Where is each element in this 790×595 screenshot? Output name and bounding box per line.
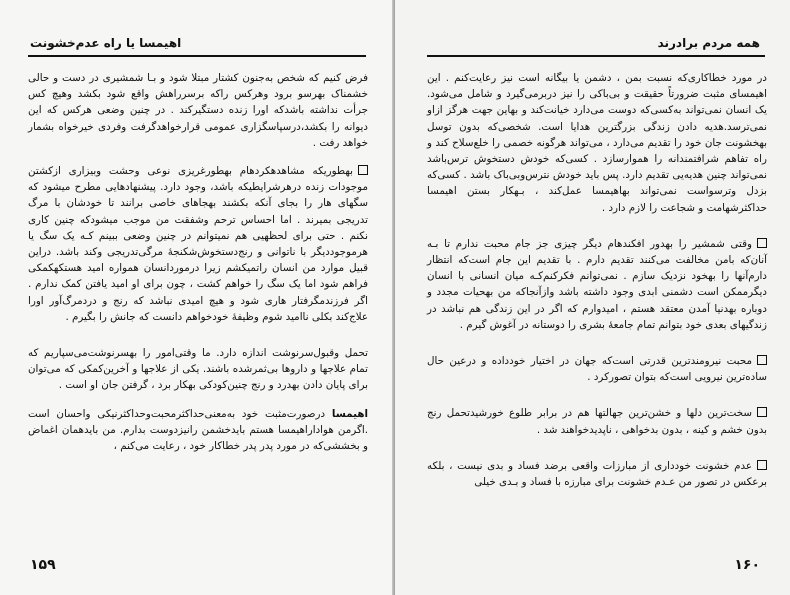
- paragraph-text: عدم خشونت خودداری از مبارزات واقعی برضد فساد و بدی نیست ، بلکه برعکس در تصور من عـدم خشونت برای مبارزه با فساد و بـدی خیلی: [427, 459, 767, 489]
- checkbox-bullet-icon: [757, 407, 767, 417]
- left-paragraph-2: [28, 163, 368, 325]
- paragraph-text: سخت‌ترین دلها و خشن‌ترین جهالتها هم در برابر طلوع خورشیدتحمل رنج بدون خشم و کینه ، بدون بدخواهی ، ناپدیدخواهند شد .: [427, 407, 767, 436]
- right-paragraph-4: [427, 405, 767, 437]
- right-page-body: [427, 70, 767, 502]
- left-paragraph-1: [28, 70, 368, 151]
- left-running-header: اهیمسا یا راه عدم‌خشونت: [30, 36, 182, 50]
- checkbox-bullet-icon: [757, 355, 767, 365]
- right-page: [395, 0, 790, 595]
- right-paragraph-3: [427, 353, 767, 385]
- checkbox-bullet-icon: [757, 460, 767, 470]
- right-paragraph-2: [427, 236, 767, 333]
- left-page-number: ۱۵۹: [30, 557, 56, 573]
- paragraph-text: درصورت‌مثبت خود به‌معنی‌حداکثر‌محبت‌وحداکثر‌نیکی واحسان است .اگرمن هواداراهیمسا هستم بایدخشمن رانیزدوست بدارم. من بایدهمان اغماض و بخششی‌که در مورد پدر پدر خطاکار خود ، رعایت می‌کنم ،: [28, 407, 368, 453]
- left-header-rule: [28, 55, 366, 57]
- left-paragraph-4: [28, 406, 368, 455]
- right-header-rule: [427, 55, 765, 57]
- right-paragraph-5: [427, 458, 767, 490]
- paragraph-text: وقتی شمشیر را بهدور افکندهام دیگر چیزی جز جام محبت ندارم تا بـه آنان‌که بامن مخالفت می‌کنند تقدیم دارم . با تقدیم این جام است‌که انتظار دارم‌آنها را بهخود نزدیک سازم . نمی‌توانم فکرکنم‌کـه میان انسانی با انسان دیگرممکن است دشمنی ابدی وجود داشته باشد وازآنجاکه من بهحیات مجدد و دوباره بهدنیا آمدن معتقد هستم ، امیدوارم که اگر در این زندگی هم نباشد در زندگیهای بعدی خود بتوانم تمام جامعهٔ بشری را دوستانه در آغوش گیرم .: [427, 237, 767, 331]
- right-running-header: همه مردم برادرند: [657, 36, 760, 50]
- checkbox-bullet-icon: [358, 165, 368, 175]
- paragraph-text: تحمل وقبول‌سرنوشت اندازه دارد. ما وقتی‌امور را بهسرنوشت‌می‌سپاریم که تمام علاجها و داروها بی‌ثمرشده باشند. یکی از علاجها و آخرین‌کمکی که می‌توان برای پایان دادن بهدرد و رنج چنین‌کودکی بهکار برد ، گرفتن جان او است .: [28, 347, 368, 392]
- paragraph-text: فرض کنیم که شخص به‌جنون کشتار مبتلا شود و بـا شمشیری در دست و حالی خشمناک بهرسو برود وهرکس راکه برسرراهش واقع شود بکشد وهیچ کس جرأت نداشته باشدکه اورا زنده دستگیرکند . در چنین وضعی هرکس که این دیوانه را بکشد،درسپاسگزاری عمومی قرارخواهدگرفت وفردی خیرخواه بشمار خواهد رفت .: [28, 72, 368, 149]
- paragraph-text: در مورد خطاکاری‌که نسبت بمن ، دشمن یا بیگانه است نیز رعایت‌کنم . این اهیمسای مثبت ضرورتاً حقیقت و بی‌باکی را نیز دربرمی‌گیرد و شامل می‌شود. یک انسان نمی‌تواند به‌کسی‌که دوست می‌دارد خیانت‌کند و بهاین جهت هرگز ازاو نمی‌ترسد.هدیه دادن زندگی بزرگترین هدایا است. شخصی‌که بدون توسل بهخشونت جان خود را تقدیم می‌دارد ، می‌تواند هرگونه خصمی را خلع‌سلاح کند و راه تفاهم شرافتمندانه را هموارسازد . کسی‌که خودش دستخوش ترس‌باشد نمی‌تواند چنین هدیه‌یی تقدیم دارد. پس باید خودش نترس‌وبی‌باک باشد . کسی‌که بزدل وترسواست نمی‌تواند بهاهیمسا عمل‌کند ، بـهکار بستن اهیمسا حداکثرشهامت و شجاعت را لازم دارد .: [427, 72, 767, 214]
- paragraph-text: محبت نیرومندترین قدرتی است‌که جهان در اختیار خودداده و درعین حال ساده‌ترین نیرویی است‌که بتوان تصورکرد .: [427, 355, 767, 384]
- paragraph-lead-term: اهیمسا: [331, 407, 369, 420]
- right-paragraph-1: [427, 70, 767, 216]
- right-page-number: ۱۶۰: [734, 557, 760, 573]
- left-page-body: [28, 70, 368, 466]
- left-paragraph-3: [28, 345, 368, 394]
- paragraph-text: بهطوریکه مشاهدهکردهام بهطورغریزی نوعی وحشت وبیزاری ازکشتن موجودات زنده درهرشرایطیکه باشد، وجود دارد. پیشنهادهایی مطرح میشود که سگهای هار را بجای آنکه بکشند بهجاهای خاصی برانند تا خودشان با مرگ تدریجی بمیرند . اما احساس ترحم وشفقت من موجب میشودکه چنین کاری نکنم . حتی برای لحظهیی هم نمیتوانم در چنین وضعی ببینم کـه یک سگ یا هرموجوددیگر با ناتوانی و رنج‌دستخوش‌شکنجهٔ مرگی‌تدریجی وکند باشد. دراین قبیل موارد من انسان راتمیکشم زیرا درموردانسان همواره امید هستکهکمکی فراهم شود اما یک سگ را خواهم کشت ، چون برای او امید یافتن کمک ندارم . اگر فرزندمگرفتار هاری شود و هیچ امیدی نباشد که رنج و دردمرگ‌آور اورا علاج‌کند بکلی ناامید شوم وظیفهٔ خودخواهم دانست که جانش را بگیرم .: [28, 165, 368, 323]
- checkbox-bullet-icon: [757, 238, 767, 248]
